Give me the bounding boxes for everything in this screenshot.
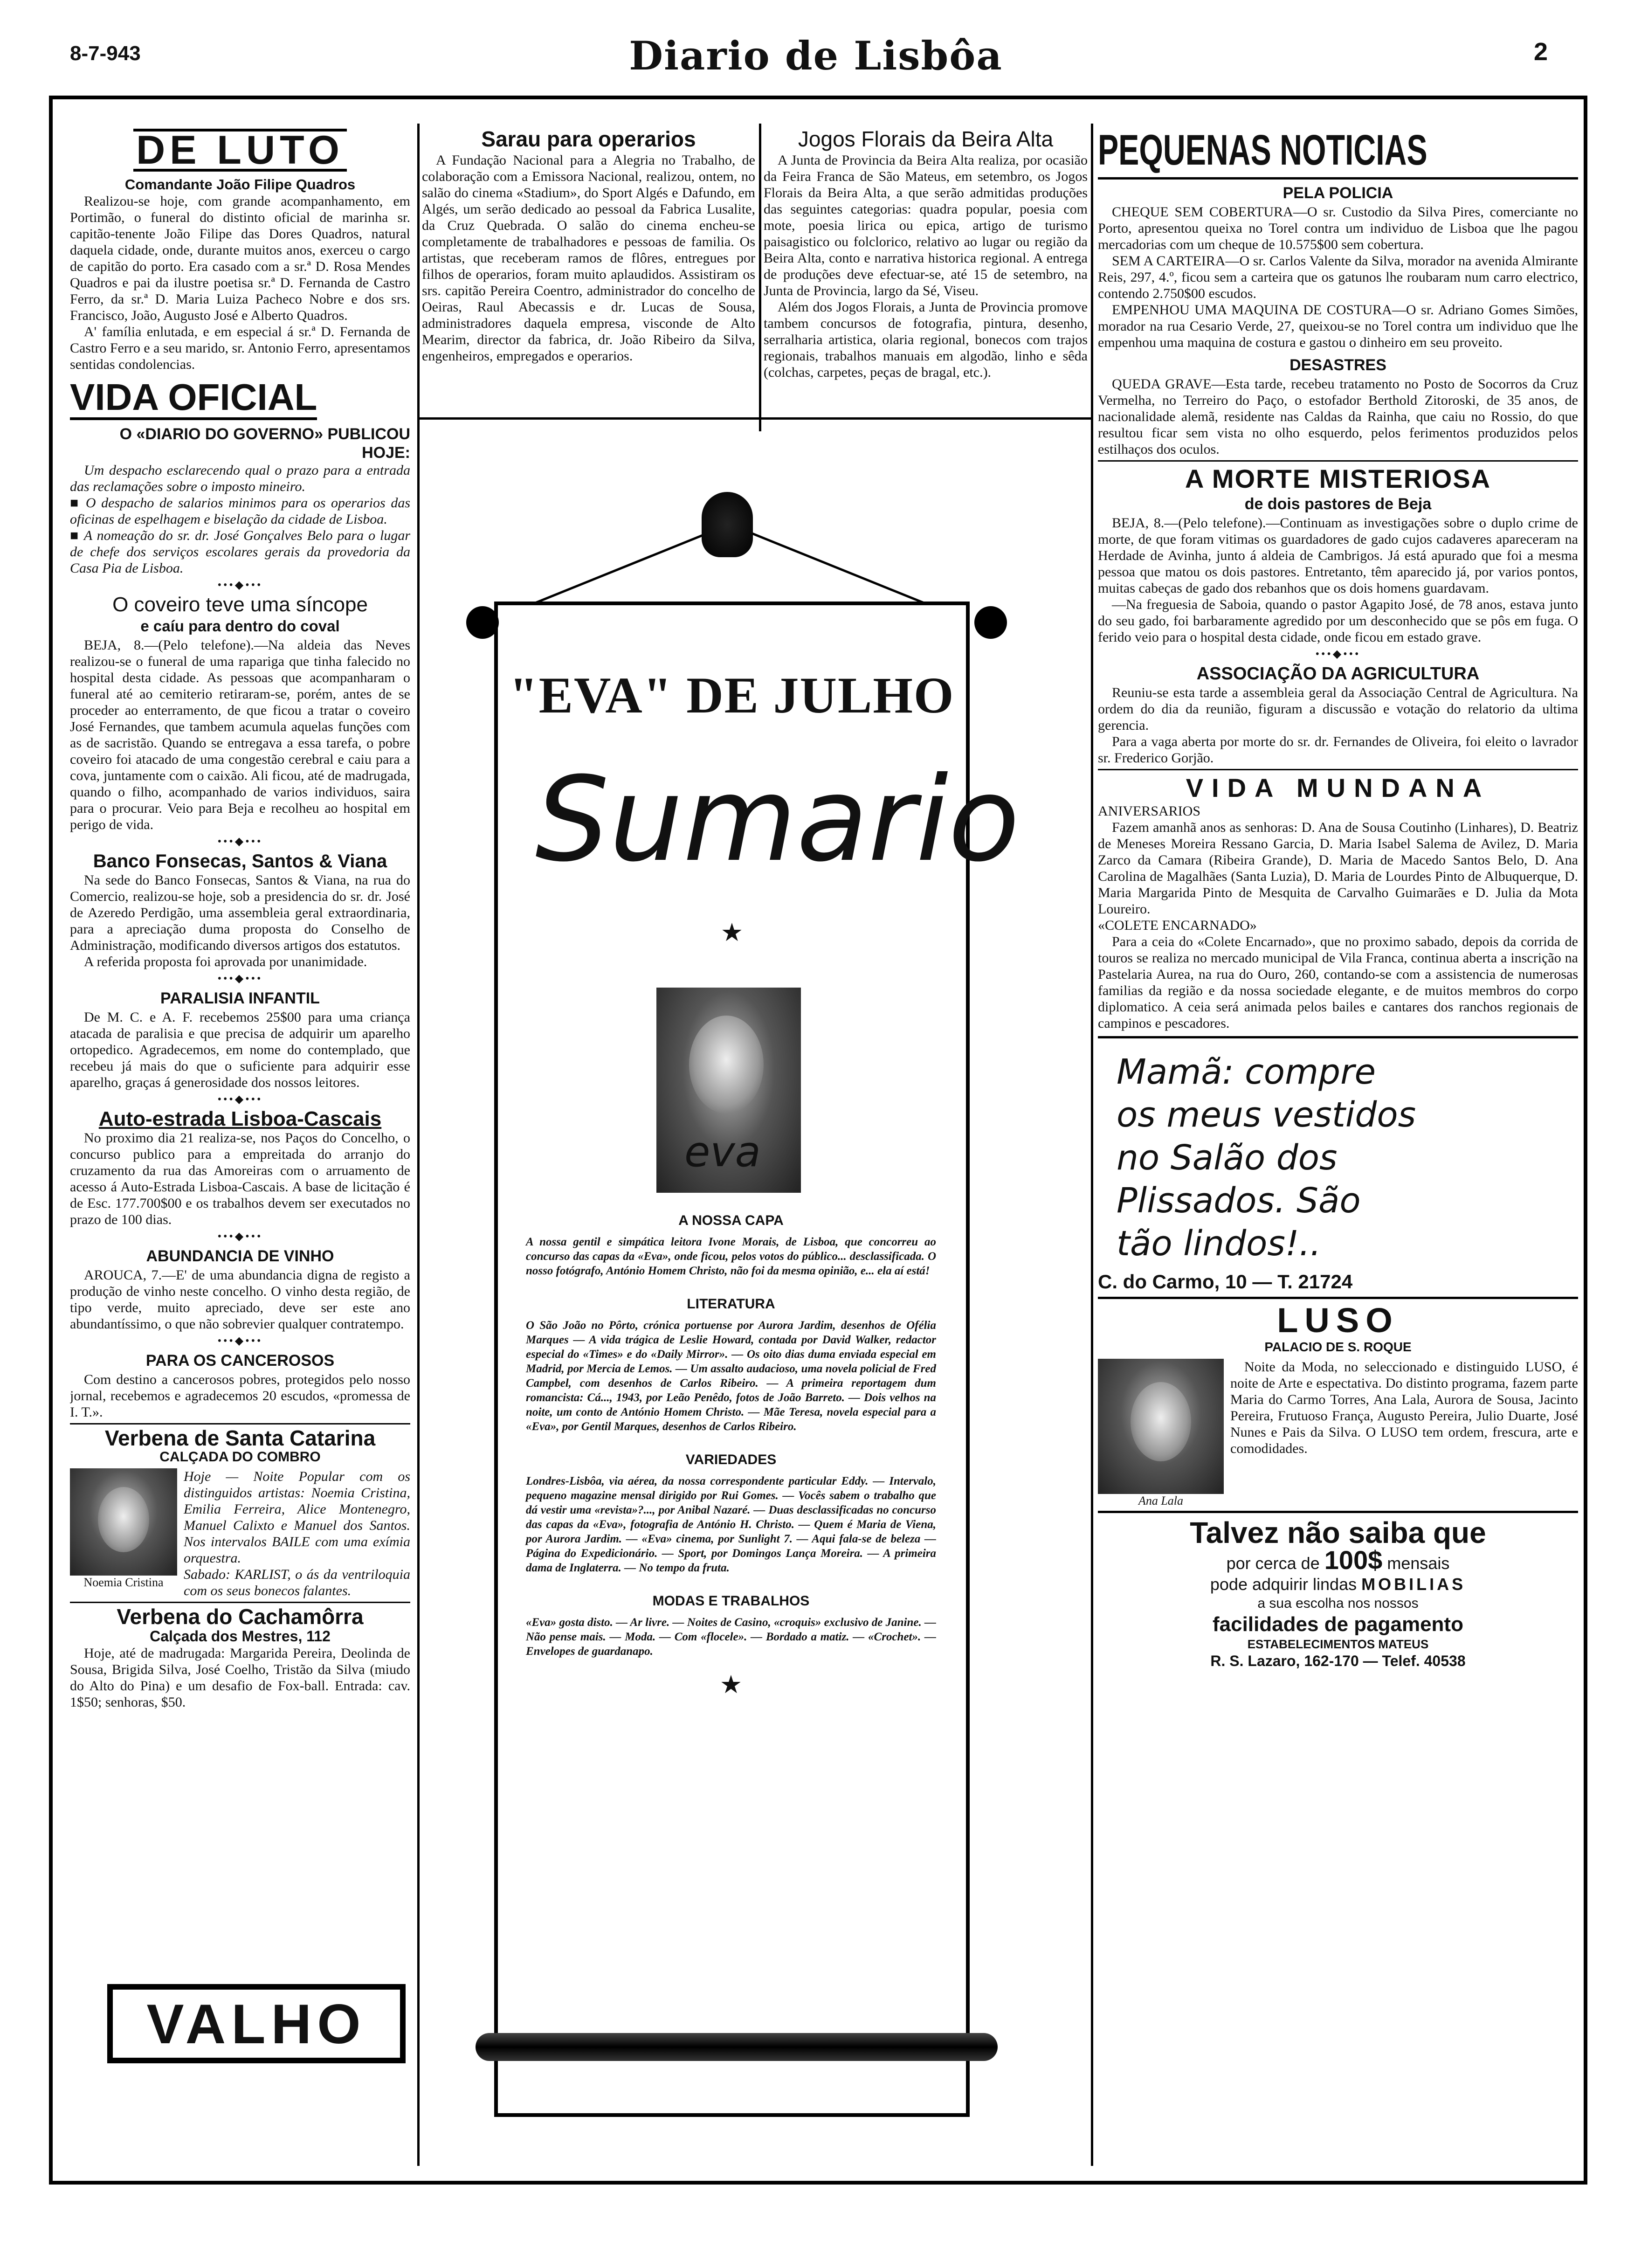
scroll-bottom-rod bbox=[476, 2033, 998, 2061]
column-left bbox=[70, 126, 410, 2173]
portrait-face bbox=[1131, 1382, 1191, 1461]
mobilias-line: facilidades de pagamento bbox=[1213, 1613, 1463, 1636]
separator: •••◆••• bbox=[217, 836, 263, 848]
banco-text-2: A referida proposta foi aprovada por unanimidade. bbox=[84, 954, 367, 969]
verbena-catarina-subhead: CALÇADA DO COMBRO bbox=[159, 1449, 321, 1465]
literatura-text: O São João no Pôrto, crónica portuense por Aurora Jardim, desenhos de Ofélia Marques — A vida trágica de Leslie Howard, contada por David Walker, redactor especial do «Times» e do «Daily Mirror». — Os oito dias duma enviada especial em Madrid, por Mercia de Lemos. — Um assalto audacioso, uma novela policial de Fred Campbel, com desenhos de Carlos Ribeiro. — A primeira reportagem dum romancista: Cá..., 1943, por Leão Penêdo, fotos de João Barreto. — Dois velhos na noite, um conto de António Homem Christo. — Mãe Teresa, novela especial para a «Eva», por Gentil Marques, desenhos de Carlos Ribeiro. bbox=[526, 1319, 936, 1433]
modas-text: «Eva» gosta disto. — Ar livre. — Noites de Casino, «croquis» exclusivo de Janine. — Não pense mais. — Moda. — Com «flocele». — Bordado a matiz. — «Crochet». — Envelopes de guardanapo. bbox=[526, 1616, 936, 1658]
column-jogos bbox=[764, 126, 1088, 415]
vida-oficial-item: ■ O despacho de salarios minimos para os operarios das oficinas de espelhagem e biselação da cidade de Lisboa. bbox=[70, 495, 410, 527]
vida-oficial-heading: VIDA OFICIAL bbox=[70, 377, 317, 420]
luso-body bbox=[1098, 1359, 1578, 1508]
verbena-catarina-heading: Verbena de Santa Catarina bbox=[104, 1426, 376, 1450]
jogos-heading: Jogos Florais da Beira Alta bbox=[798, 127, 1054, 151]
agricultura-text-2: Para a vaga aberta por morte do sr. dr. Fernandes de Oliveira, foi eleito o lavrador sr. Frederico Gorjão. bbox=[1098, 734, 1578, 766]
section-rule bbox=[417, 417, 1093, 420]
column-rule bbox=[1091, 124, 1093, 2166]
capa-heading: A NOSSA CAPA bbox=[678, 1213, 784, 1228]
coveiro-heading: O coveiro teve uma síncope bbox=[112, 593, 368, 616]
page-number: 2 bbox=[1534, 38, 1548, 66]
policia-item: SEM A CARTEIRA—O sr. Carlos Valente da Silva, morador na avenida Almirante Reis, 297, 4.º, ficou sem a carteira que os gatunos lhe roubaram num carro electrico, contendo 2.750$00 escudos. bbox=[1098, 253, 1578, 301]
luso-text: Noite da Moda, no seleccionado e distinguido LUSO, é noite de Arte e espectativa. Do distinto programa, fazem parte Maria do Carmo Torres, Ana Lala, Aurora de Sousa, Jacinto Pereira, Frutuoso França, Augusto Pereira, Julio Duarte, José Nunes e Pais da Silva. O LUSO tem ordem, frescura, arte e comodidades. bbox=[1230, 1359, 1578, 1456]
advert-line: no Salão dos bbox=[1117, 1138, 1338, 1178]
luto-subhead: Comandante João Filipe Quadros bbox=[124, 176, 356, 193]
vinho-heading: ABUNDANCIA DE VINHO bbox=[146, 1247, 334, 1265]
verbena-cachamorra-heading: Verbena do Cachamôrra bbox=[117, 1604, 364, 1629]
capa-text: A nossa gentil e simpática leitora Ivone Morais, de Lisboa, que concorreu ao concurso das capas da «Eva», onde ficou, pelos votos do público... desclassificada. O nosso fotógrafo, António Homem Christo, não foi da mesma opinião, e... ela aí está! bbox=[526, 1236, 936, 1277]
desastres-heading: DESASTRES bbox=[1289, 356, 1386, 374]
hanging-pin bbox=[702, 492, 753, 557]
coveiro-text: BEJA, 8.—(Pelo telefone).—Na aldeia das Neves realizou-se o funeral de uma rapariga que tinha falecido no hospital desta cidade. As pessoas que acompanharam o funeral até ao cemiterio retiraram-se, porém, antes de se proceder ao enterramento, de que ficou a tratar o coveiro José Fernandes, que tambem acumula aquelas funções com as de sacristão. Quando se entregava a essa tarefa, o pobre coveiro foi atacado de uma congestão cerebral e caiu para a cova, juntamente com o caixão. Ali ficou, até de madrugada, quando o filho, acompanhado de varios individuos, saira para o procurar. Veio para Beja e recolheu ao hospital em perigo de vida. bbox=[70, 637, 410, 832]
divider bbox=[70, 1602, 410, 1603]
paralisia-text: De M. C. e A. F. recebemos 25$00 para uma criança atacada de paralisia e que precisa de adquirir um aparelho ortopedico. Agradecemos, em nome do contemplado, que recebeu já mais do que o suficiente para adquirir esse aparelho, graças á generosidade dos nossos leitores. bbox=[70, 1010, 410, 1090]
star-icon: ★ bbox=[719, 1671, 743, 1699]
modas-heading: MODAS E TRABALHOS bbox=[652, 1593, 810, 1609]
vida-oficial-subhead: O «DIARIO DO GOVERNO» PUBLICOU HOJE: bbox=[119, 425, 410, 462]
policia-heading: PELA POLICIA bbox=[1282, 184, 1393, 202]
eva-contents bbox=[526, 1211, 936, 1699]
banco-text: Na sede do Banco Fonsecas, Santos & Viana, na rua do Comercio, realizou-se hoje, sob a presidencia do sr. dr. José de Azeredo Perdigão, uma assembleia geral extraordinaria, para a apreciação duma proposta do Conselho de Administração, modificando diversos artigos dos estatutos. bbox=[70, 872, 410, 953]
separator: •••◆••• bbox=[217, 1093, 263, 1106]
agricultura-text: Reuniu-se esta tarde a assembleia geral da Associação Central de Agricultura. Na ordem do dia da reunião, figuram a discussão e votação do relatorio da ultima gerencia. bbox=[1098, 685, 1578, 733]
column-sarau bbox=[422, 126, 755, 415]
verbena-cachamorra-text: Hoje, até de madrugada: Margarida Pereira, Deolinda de Sousa, Brigida Silva, José Coelho, Tristão da Silva (miudo do Alto do Pina) e um desafio de Fox-ball. Entrada: cav. 1$50; senhoras, $50. bbox=[70, 1646, 410, 1710]
portrait-face bbox=[98, 1487, 149, 1552]
luto-text: Realizou-se hoje, com grande acompanhamento, em Portimão, o funeral do distinto oficial de marinha sr. capitão-tenente João Filipe das Dores Quadros, natural daquela cidade, onde, durante muitos anos, exerceu o cargo de capitão do porto. Era casado com a sr.ª D. Rosa Mendes Quadros e pai da ilustre poetisa sr.ª D. Fernanda de Castro Ferro, da sr.ª D. Maria Luiza Pacheco Nobre e dos srs. Francisco, João, Augusto José e Alberto Quadros. bbox=[70, 194, 410, 323]
agricultura-heading: ASSOCIAÇÃO DA AGRICULTURA bbox=[1196, 664, 1480, 684]
sarau-text: A Fundação Nacional para a Alegria no Trabalho, de colaboração com a Emissora Nacional, realizou, ontem, no salão do cinema «Stadium», do Sport Algés e Dafundo, em Algés, um serão dedicado ao pessoal da Fabrica Lusalite, da Cruz Quebrada. O salão do cinema encheu-se completamente de trabalhadores e pessoas de familia. Os artistas, que receberam ramos de flôres, entregues por filhos de operarios, foram muito aplaudidos. Assistiram os srs. capitão Pereira Coentro, administrador do concelho de Oeiras, Raul Abecassis e dr. Lucas de Sousa, administradores daquela empresa, visconde de Alto Mearim, director da fabrica, dr. João Ribeiro da Silva, engenheiros, empregados e operarios. bbox=[422, 152, 755, 364]
sumario-script: Sumario bbox=[535, 752, 1020, 887]
morte-heading: A MORTE MISTERIOSA bbox=[1185, 464, 1491, 493]
verbena-catarina-body bbox=[70, 1468, 410, 1599]
luto-text-2: A' família enlutada, e em especial á sr.ª D. Fernanda de Castro Ferro e a seu marido, sr. Antonio Ferro, apresentamos sentidas condolencias. bbox=[70, 324, 410, 372]
paralisia-heading: PARALISIA INFANTIL bbox=[160, 989, 320, 1007]
divider bbox=[1098, 1036, 1578, 1038]
verbena-catarina-text: Hoje — Noite Popular com os distinguidos artistas: Noemia Cristina, Emilia Ferreira, Alice Montenegro, Manuel Calixto e Manuel dos Santos. Nos intervalos BAILE com uma exímia orquestra. bbox=[184, 1469, 410, 1566]
colete-text: Para a ceia do «Colete Encarnado», que no proximo sabado, depois da corrida de touros se realiza no mercado municipal de Vila Franca, continua aberta a inscrição na Pastelaria Aurea, na rua do Ouro, 260, contando-se com a assistencia de numerosas familias da região e da nossa sociedade elegante, e de muitos membros do corpo diplomatico. A ceia será animada pelos bailes e cantares dos ranchos regionais de campinos e pescadores. bbox=[1098, 934, 1578, 1031]
ana-lala-photo bbox=[1098, 1359, 1224, 1494]
eva-title: "EVA" DE JULHO bbox=[509, 667, 955, 724]
rod-knob bbox=[974, 606, 1007, 639]
eva-cover-photo bbox=[656, 988, 801, 1193]
mobilias-address: R. S. Lazaro, 162-170 — Telef. 40538 bbox=[1210, 1653, 1466, 1669]
photo-caption: Noemia Cristina bbox=[83, 1576, 164, 1589]
jogos-text: A Junta de Provincia da Beira Alta realiza, por ocasião da Feira Franca de São Mateus, em setembro, os Jogos Florais da Beira Alta, a que serão admitidas produções das seguintes categorias: quadra popular, poesia com mote, poesia lirica ou epica, artigo de turismo paisagistico ou folclorico, relativo ao lugar ou região da Beira Alta, conto e narrativa historica regional. A entrega de produções deve efectuar-se, até 15 de setembro, na Junta de Provincia, largo da Sé, Viseu. bbox=[764, 152, 1088, 298]
aniversarios-text: Fazem amanhã anos as senhoras: D. Ana de Sousa Coutinho (Linhares), D. Beatriz de Meneses Moreira Ressano Garcia, D. Maria Isabel Salema de Avilez, D. Maria Zarco da Camara (Ribeira Grande), D. Maria de Macedo Santos Belo, D. Ana Carolina de Magalhães (Santa Luzia), D. Maria de Lourdes Pinto de Albuquerque, D. Maria Margarida Pinto de Mesquita de Carvalho Guimarães e D. Julia da Mota Loureiro. bbox=[1098, 820, 1578, 917]
pequenas-noticias-heading: PEQUENAS NOTICIAS bbox=[1098, 126, 1427, 174]
column-rule bbox=[417, 124, 420, 2166]
literatura-heading: LITERATURA bbox=[687, 1296, 775, 1312]
policia-item: EMPENHOU UMA MAQUINA DE COSTURA—O sr. Adriano Gomes Simões, morador na rua Cesario Verde, 27, queixou-se no Torel contra um individuo que lhe empenhou uma maquina de costura e gastou o dinheiro em seu proveito. bbox=[1098, 302, 1578, 350]
vida-mundana-heading: VIDA MUNDANA bbox=[1186, 773, 1490, 802]
column-right bbox=[1098, 126, 1578, 2173]
cover-caption: eva bbox=[684, 1127, 761, 1176]
autoestrada-heading: Auto-estrada Lisboa-Cascais bbox=[98, 1107, 382, 1130]
plissados-advert bbox=[1098, 1041, 1578, 1265]
issue-date: 8-7-943 bbox=[70, 42, 141, 65]
eva-advert bbox=[494, 602, 1020, 2117]
divider bbox=[1098, 1297, 1578, 1299]
column-rule bbox=[759, 124, 761, 431]
variedades-heading: VARIEDADES bbox=[685, 1452, 777, 1467]
morte-subhead: de dois pastores de Beja bbox=[1244, 495, 1432, 513]
sarau-heading: Sarau para operarios bbox=[481, 127, 696, 151]
vinho-text: AROUCA, 7.—E' de uma abundancia digna de registo a produção de vinho neste concelho. O vinho desta região, de tipo verde, muito apreciado, deve ser este ano abundantíssimo, o que não sobrevier qualquer contratempo. bbox=[70, 1267, 410, 1332]
noemia-photo-block bbox=[70, 1468, 177, 1599]
luto-heading: DE LUTO bbox=[133, 129, 347, 172]
separator: •••◆••• bbox=[217, 1335, 263, 1347]
banco-heading: Banco Fonsecas, Santos & Viana bbox=[93, 851, 387, 871]
vida-oficial-item: Um despacho esclarecendo qual o prazo para a entrada das reclamações sobre o imposto mineiro. bbox=[70, 463, 410, 494]
mobilias-line: por cerca de 100$ mensais bbox=[1226, 1545, 1450, 1575]
policia-item: CHEQUE SEM COBERTURA—O sr. Custodio da Silva Pires, comerciante no Porto, apresentou queixa no Torel contra um individuo de Lisboa que lhe pagou mercadorias com um cheque de 10.575$00 sem cobertura. bbox=[1098, 204, 1578, 252]
luso-subhead: PALACIO DE S. ROQUE bbox=[1264, 1340, 1412, 1354]
morte-text-2: —Na freguesia de Saboia, quando o pastor Agapito José, de 78 anos, estava junto do seu gado, foi barbaramente agredido por um desconhecido que se pôs em fuga. O ferido veio para o hospital desta cidade, onde ficou em estado grave. bbox=[1098, 597, 1578, 645]
star-icon: ★ bbox=[720, 919, 744, 947]
cover-face bbox=[689, 1016, 764, 1113]
coveiro-subhead: e caíu para dentro do coval bbox=[140, 617, 340, 635]
advert-line: tão lindos!.. bbox=[1117, 1224, 1321, 1264]
autoestrada-text: No proximo dia 21 realiza-se, nos Paços do Concelho, o concurso publico para a empreitada do arranjo do cruzamento da rua das Amoreiras com o arruamento de acesso á Auto-Estrada Lisboa-Cascais. A base de licitação é de Esc. 177.700$00 e os trabalhos devem ser executados no prazo de 100 dias. bbox=[70, 1130, 410, 1227]
divider bbox=[1098, 177, 1578, 180]
photo-caption: Ana Lala bbox=[1138, 1494, 1184, 1507]
advert-line: os meus vestidos bbox=[1117, 1095, 1416, 1135]
noemia-photo bbox=[70, 1468, 177, 1576]
mobilias-heading: Talvez não saiba que bbox=[1190, 1516, 1486, 1549]
luso-photo-block bbox=[1098, 1359, 1224, 1508]
cancerosos-heading: PARA OS CANCEROSOS bbox=[145, 1352, 335, 1369]
separator: •••◆••• bbox=[217, 973, 263, 985]
divider bbox=[1098, 769, 1578, 770]
mobilias-line: ESTABELECIMENTOS MATEUS bbox=[1247, 1637, 1429, 1651]
morte-text: BEJA, 8.—(Pelo telefone).—Continuam as investigações sobre o duplo crime de morte, de que foram vitimas os guardadores de gado cujos cadaveres apareceram na Herdade de Avinha, junto á aldeia de Cambrigos. Já está apurado que foi a mesma pessoa que matou os dois pastores. Entretanto, têm aparecido já, por varios pontos, muitas cabeças de gado dos rebanhos que os dois homens guardavam. bbox=[1098, 515, 1578, 596]
luso-heading: LUSO bbox=[1277, 1301, 1399, 1340]
verbena-catarina-text-2: Sabado: KARLIST, o ás da ventriloquia com os seus bonecos falantes. bbox=[184, 1567, 410, 1598]
jogos-text-2: Além dos Jogos Florais, a Junta de Provincia promove tambem concursos de fotografia, pintura, desenho, serralharia artistica, olaria regional, bonecos com trajos regionais, trabalhos manuais em algodão, linho e sêda (colchas, carpetes, peças de bragal, etc.). bbox=[764, 299, 1088, 380]
separator: •••◆••• bbox=[1315, 648, 1361, 660]
cancerosos-text: Com destino a cancerosos pobres, protegidos pelo nosso jornal, recebemos e agradecemos 20 escudos, «promessa de I. T.». bbox=[70, 1372, 410, 1420]
vida-oficial-item: ■ A nomeação do sr. dr. José Gonçalves Belo para o lugar de chefe dos serviços escolares gerais da provedoria da Casa Pia de Lisboa. bbox=[70, 528, 410, 576]
advert-line: Plissados. São bbox=[1117, 1181, 1361, 1221]
desastres-text: QUEDA GRAVE—Esta tarde, recebeu tratamento no Posto de Socorros da Cruz Vermelha, no Terreiro do Paço, o estofador Berthold Zitoroski, de 35 anos, de nacionalidade alemã, residente nas Caldas da Rainha, que caiu no Rossio, do que resultou ficar sem vista no olho esquerdo, pelos ferimentos produzidos pelos estilhaços dos oculos. bbox=[1098, 376, 1578, 457]
advert-line: Mamã: compre bbox=[1117, 1052, 1376, 1092]
rod-knob bbox=[466, 606, 499, 639]
valho-advert: VALHO bbox=[107, 1984, 406, 2063]
mobilias-line: pode adquirir lindas MOBILIAS bbox=[1210, 1575, 1466, 1594]
mobilias-line: a sua escolha nos nossos bbox=[1257, 1596, 1419, 1611]
divider bbox=[70, 1423, 410, 1424]
verbena-cachamorra-subhead: Calçada dos Mestres, 112 bbox=[150, 1628, 331, 1645]
divider bbox=[1098, 1511, 1578, 1513]
aniversarios-label: ANIVERSARIOS bbox=[1098, 803, 1201, 819]
variedades-text: Londres-Lisbôa, via aérea, da nossa correspondente particular Eddy. — Intervalo, pequeno magazine mensal dirigido por Rui Gomes. — Vocês sabem o trabalho que dá vestir uma «revista»?..., por Anibal Nazaré. — Duas desclassificadas no concurso das capas da «Eva», fotografia de António H. Christo. — Quem é Maria de Viena, por Aurora Jardim. — «Eva» cinema, por Sunlight 7. — Aqui fala-se de beleza — Página do Expedicionário. — Sport, por Domingos Lança Moreira. — A primeira dama de Inglaterra. — No tempo da fruta. bbox=[526, 1475, 936, 1574]
separator: •••◆••• bbox=[217, 1231, 263, 1243]
separator: •••◆••• bbox=[217, 579, 263, 591]
divider bbox=[1098, 460, 1578, 462]
plissados-address: C. do Carmo, 10 — T. 21724 bbox=[1098, 1271, 1353, 1293]
masthead: Diario de Lisbôa bbox=[629, 33, 1003, 79]
colete-heading: «COLETE ENCARNADO» bbox=[1098, 918, 1257, 933]
